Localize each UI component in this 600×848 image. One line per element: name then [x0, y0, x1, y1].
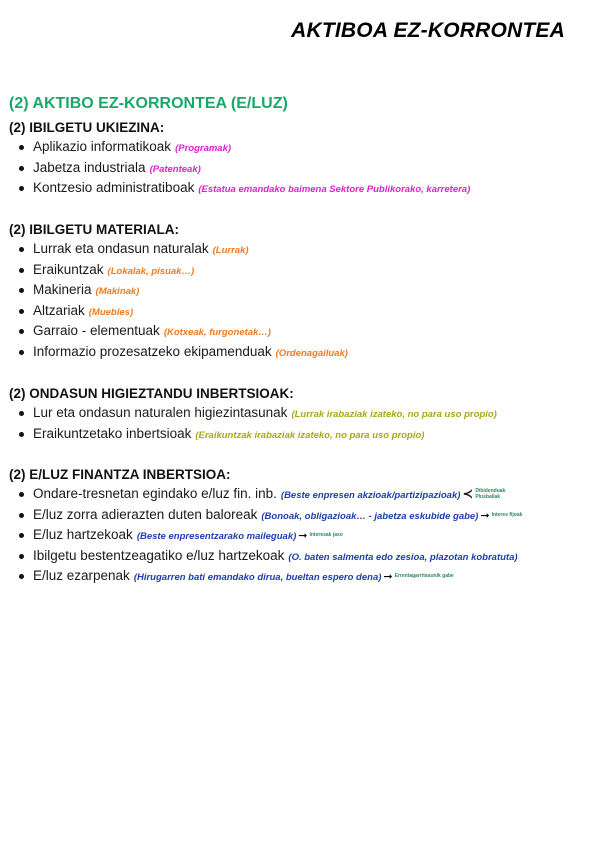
item-tag: Interesak jaso: [309, 532, 343, 539]
list-item: Ondare-tresnetan egindako e/luz fin. inb. (Beste enpresen akzioak/partizipazioak) ≺ Dibidenduak Plusbaliak: [9, 484, 594, 505]
page-title: AKTIBOA EZ-KORRONTEA: [291, 19, 565, 42]
section-heading: (2) IBILGETU UKIEZINA:: [9, 120, 165, 135]
list-item: Kontzesio administratiboak (Estatua emandako baimena Sektore Publikorako, karretera): [9, 178, 594, 199]
list-item: Makineria (Makinak): [9, 280, 594, 301]
tag-stack: Dibidenduak Plusbaliak: [475, 488, 506, 501]
item-note: (Ordenagailuak): [275, 347, 348, 359]
section-ondasun-higieztandu: [9, 384, 594, 444]
list-item: Garraio - elementuak (Kotxeak, furgonetak…): [9, 321, 594, 342]
list-item: Informazio prozesatzeko ekipamenduak (Ordenagailuak): [9, 342, 594, 363]
list-item: Aplikazio informatikoak (Programak): [9, 137, 594, 158]
item-tag: Errentagarritasunik gabe: [394, 573, 454, 580]
arrow-right-icon: ➞: [480, 509, 490, 522]
item-note: (Patenteak): [149, 163, 201, 175]
list-item: Lurrak eta ondasun naturalak (Lurrak): [9, 239, 594, 260]
item-note: (Beste enpresentzarako maileguak): [136, 531, 297, 542]
item-list: [9, 484, 594, 587]
item-note: (Bonoak, obligazioak… - jabetza eskubide gabe): [261, 510, 479, 522]
item-list: [9, 137, 594, 199]
item-note: (Lokalak, pisuak…): [107, 265, 195, 277]
list-item: E/luz hartzekoak (Beste enpresentzarako maileguak) ➞ Interesak jaso: [9, 525, 594, 546]
item-list: [9, 239, 594, 362]
section-ibilgetu-ukiezina: [9, 118, 594, 199]
section-heading: (2) IBILGETU MATERIALA:: [9, 222, 179, 237]
list-item: Jabetza industriala (Patenteak): [9, 158, 594, 179]
section-heading: (2) ONDASUN HIGIEZTANDU INBERTSIOAK:: [9, 386, 294, 401]
arrow-right-icon: ➞: [383, 571, 393, 583]
item-note: (Beste enpresen akzioak/partizipazioak): [280, 490, 461, 501]
item-note: (Lurrak irabaziak izateko, no para uso propio): [291, 409, 497, 420]
list-item: Altzariak (Muebles): [9, 301, 594, 322]
list-item: E/luz ezarpenak (Hirugarren bati emandako dirua, bueltan espero dena) ➞ Errentagarritasunik gabe: [9, 566, 594, 587]
item-note: (Hirugarren bati emandako dirua, bueltan espero dena): [133, 572, 382, 583]
list-item: Eraikuntzetako inbertsioak (Eraikuntzak irabaziak izateko, no para uso propio): [9, 424, 594, 445]
item-note: (Lurrak): [212, 245, 249, 256]
brace-arrow-icon: ≺: [462, 486, 474, 502]
item-note: (Estatua emandako baimena Sektore Publikorako, karretera): [198, 184, 471, 195]
item-tag: Interes fijoak: [491, 511, 523, 518]
item-note: (O. baten salmenta edo zesioa, plazotan kobratuta): [288, 551, 518, 563]
section-finantza-inbertsioa: [9, 465, 594, 587]
section-ibilgetu-materiala: [9, 220, 594, 362]
item-note: (Kotxeak, furgonetak…): [163, 327, 271, 338]
main-heading: (2) AKTIBO EZ-KORRONTEA (E/LUZ): [9, 95, 288, 112]
list-item: Lur eta ondasun naturalen higiezintasunak (Lurrak irabaziak izateko, no para uso propio): [9, 403, 594, 424]
item-list: [9, 403, 594, 444]
item-note: (Eraikuntzak irabaziak izateko, no para uso propio): [195, 429, 425, 441]
list-item: Ibilgetu bestentzeagatiko e/luz hartzekoak (O. baten salmenta edo zesioa, plazotan kobratuta): [9, 546, 594, 567]
item-note: (Programak): [175, 143, 232, 154]
arrow-right-icon: ➞: [298, 530, 308, 542]
item-note: (Makinak): [95, 286, 140, 297]
list-item: E/luz zorra adierazten duten baloreak (Bonoak, obligazioak… - jabetza eskubide gabe) ➞ Interes fijoak: [9, 505, 594, 526]
section-heading: (2) E/LUZ FINANTZA INBERTSIOA:: [9, 467, 231, 482]
item-note: (Muebles): [88, 306, 134, 318]
list-item: Eraikuntzak (Lokalak, pisuak…): [9, 260, 594, 281]
